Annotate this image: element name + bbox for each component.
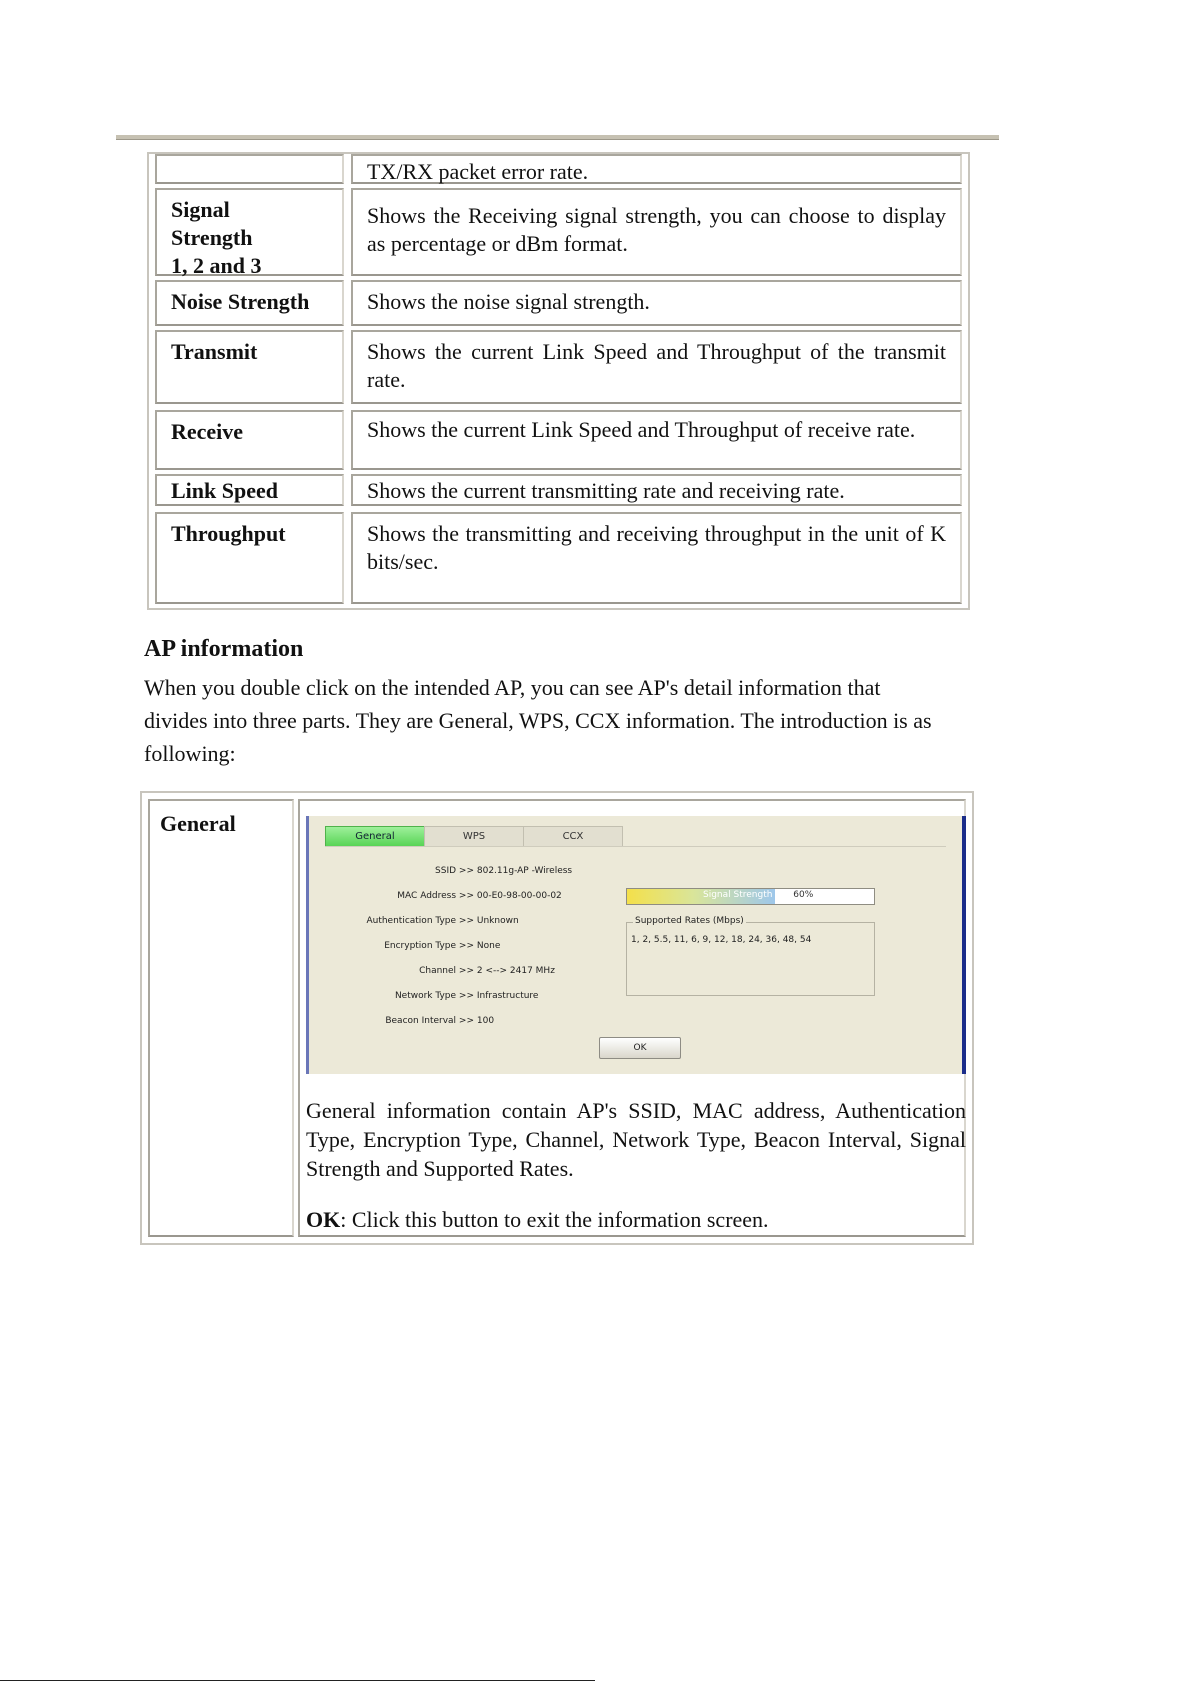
status-description-table: [147, 152, 970, 610]
ok-note: [306, 1205, 966, 1234]
field-label: MAC Address >>: [397, 891, 474, 901]
field-value: 802.11g-AP -Wireless: [476, 866, 573, 876]
row-value: Shows the transmitting and receiving throughput in the unit of K bits/sec.: [351, 512, 962, 604]
field-ssid: [309, 866, 572, 877]
field-channel: [309, 966, 555, 977]
field-label: Authentication Type >>: [366, 916, 474, 926]
field-value: Unknown: [476, 916, 519, 926]
supported-rates-group: [626, 916, 875, 996]
table-row: [149, 280, 968, 326]
row-value: Shows the noise signal strength.: [351, 280, 962, 326]
signal-strength-label: Signal Strength >>: [703, 890, 791, 900]
row-key: Receive: [155, 410, 344, 470]
tab-general[interactable]: General: [325, 826, 425, 847]
table-row: [149, 410, 968, 470]
table-row: [149, 154, 968, 184]
signal-strength-value: 60%: [793, 890, 814, 900]
ok-note-text: : Click this button to exit the information screen.: [340, 1207, 769, 1232]
table-row: [149, 512, 968, 604]
supported-rates-value: 1, 2, 5.5, 11, 6, 9, 12, 18, 24, 36, 48, 54: [631, 935, 812, 945]
field-value: 2 <--> 2417 MHz: [476, 966, 555, 976]
row-value: [298, 799, 966, 1237]
row-key: Transmit: [155, 330, 344, 404]
field-label: Network Type >>: [394, 991, 474, 1001]
row-key: Throughput: [155, 512, 344, 604]
field-value: 100: [476, 1016, 495, 1026]
table-row: [149, 474, 968, 506]
field-mac-address: [309, 891, 562, 902]
tab-divider: [325, 846, 946, 847]
row-key: Link Speed: [155, 474, 344, 506]
table-row: [149, 188, 968, 276]
row-value: TX/RX packet error rate.: [351, 154, 962, 184]
row-key: General: [148, 799, 294, 1237]
field-network-type: [309, 991, 538, 1002]
section-paragraph: When you double click on the intended AP, you can see AP's detail information that divides into three parts. They are General, WPS, CCX information. The introduction is as following:: [144, 675, 932, 766]
row-key: [155, 188, 344, 276]
field-label: Encryption Type >>: [384, 941, 474, 951]
ok-button[interactable]: OK: [599, 1037, 681, 1059]
field-beacon-interval: [309, 1016, 494, 1027]
field-label: SSID >>: [435, 866, 474, 876]
signal-strength-bar: [626, 888, 875, 905]
field-authentication-type: [309, 916, 519, 927]
row-key: Noise Strength: [155, 280, 344, 326]
ap-info-table: [140, 791, 974, 1245]
signal-strength-text: [703, 890, 813, 900]
tab-wps[interactable]: WPS: [424, 826, 524, 847]
row-key-line: Signal: [171, 197, 230, 222]
field-label: Beacon Interval >>: [385, 1016, 474, 1026]
footer-rule: [0, 1680, 595, 1681]
row-value: Shows the current transmitting rate and receiving rate.: [351, 474, 962, 506]
field-value: None: [476, 941, 501, 951]
header-rule: [116, 135, 999, 140]
ap-information-dialog-screenshot: [306, 816, 966, 1074]
field-encryption-type: [309, 941, 500, 952]
general-description: General information contain AP's SSID, MAC address, Authentication Type, Encryption Type, Channel, Network Type, Beacon Interval, Signal Strength and Supported Rates.: [306, 1098, 966, 1181]
row-key-line: Strength: [171, 225, 253, 250]
field-value: Infrastructure: [476, 991, 539, 1001]
row-value: Shows the Receiving signal strength, you can choose to display as percentage or dBm format.: [351, 188, 962, 276]
ok-note-bold: OK: [306, 1207, 341, 1232]
tab-ccx[interactable]: CCX: [523, 826, 623, 847]
row-value: Shows the current Link Speed and Throughput of receive rate.: [351, 410, 962, 470]
table-row: [149, 330, 968, 404]
field-value: 00-E0-98-00-00-02: [476, 891, 562, 901]
field-label: Channel >>: [419, 966, 474, 976]
section-heading: AP information: [144, 636, 304, 662]
row-key: [155, 154, 344, 184]
supported-rates-title: Supported Rates (Mbps): [635, 916, 744, 926]
row-value: Shows the current Link Speed and Throughput of the transmit rate.: [351, 330, 962, 404]
row-key-line: 1, 2 and 3: [171, 253, 262, 278]
